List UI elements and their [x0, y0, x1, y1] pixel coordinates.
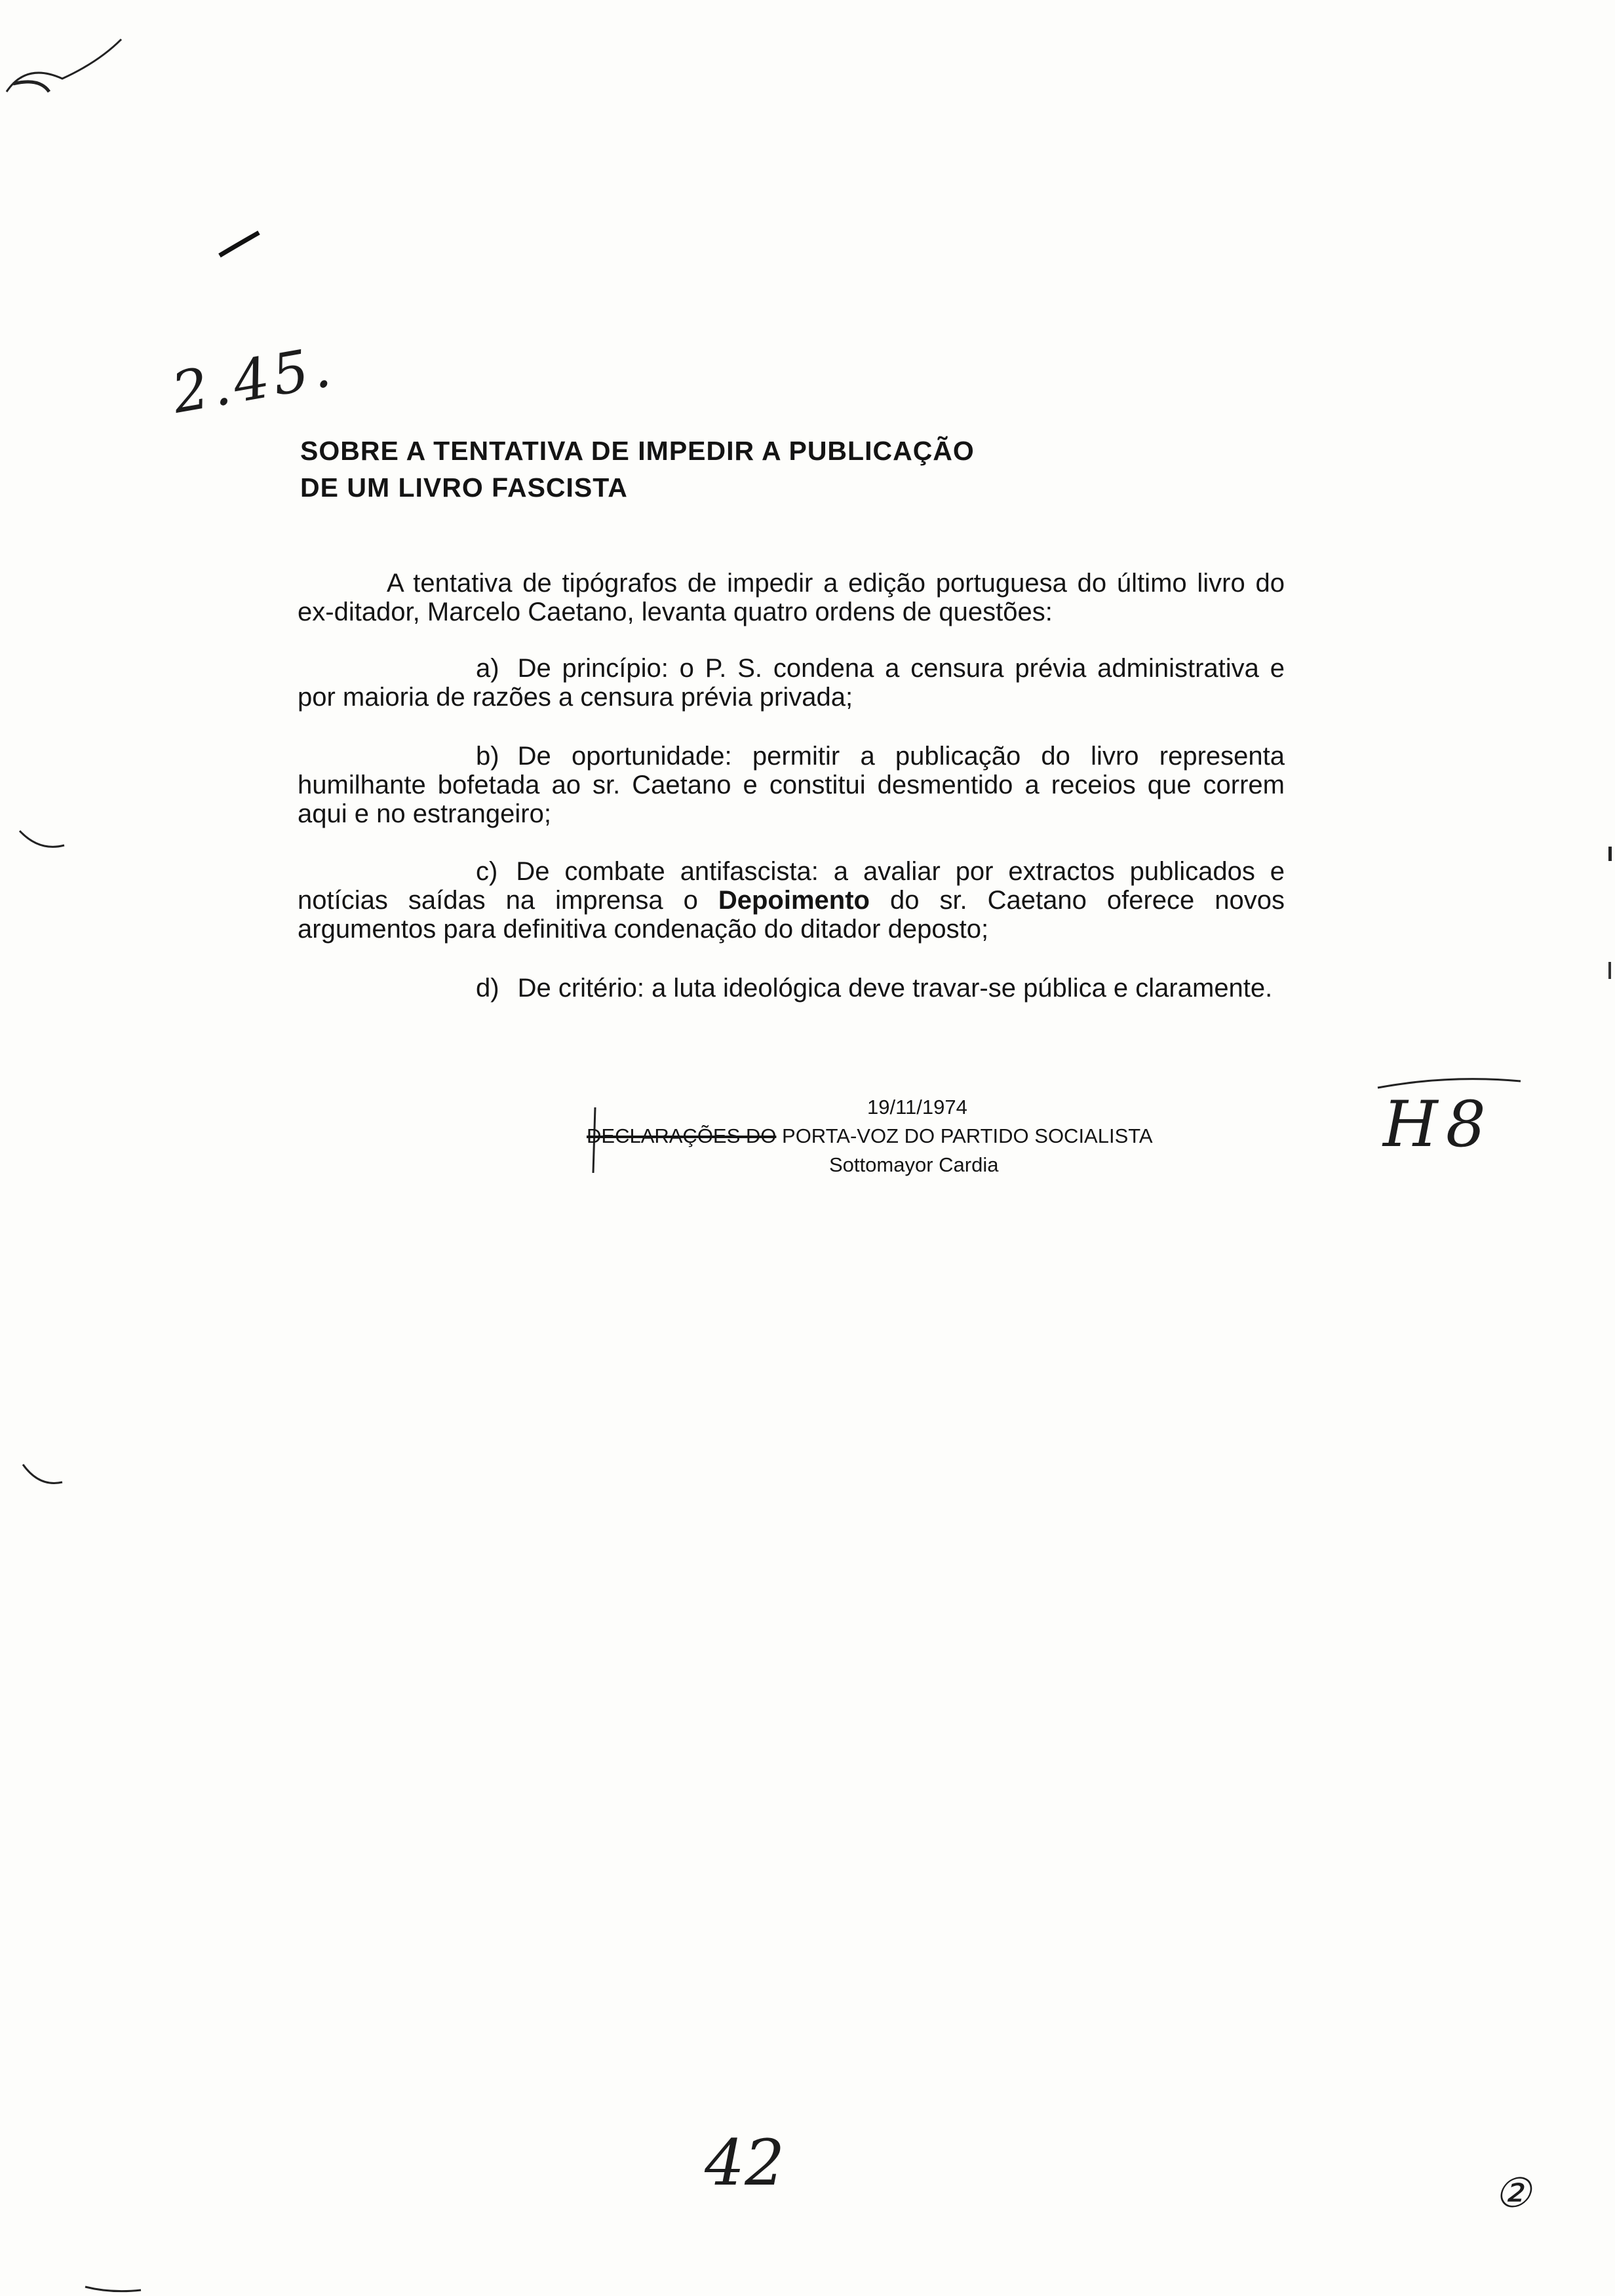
item-c-text-before: De combate antifascista: a avaliar por extractos publicados e notícias saídas na imprensa o [298, 857, 1285, 915]
signatory-name: Sottomayor Cardia [829, 1153, 999, 1176]
item-d-text: De critério: a luta ideológica deve travar-se pública e claramente. [517, 974, 1273, 1003]
struck-out-text: DECLARAÇÕES DO [587, 1124, 777, 1147]
item-a-letter: a) [476, 654, 499, 683]
handwritten-circled-number: ② [1494, 2169, 1531, 2217]
intro-paragraph: A tentativa de tipógrafos de impedir a edição portuguesa do último livro do ex-ditador, Marcelo Caetano, levanta quatro ordens de questões: [298, 569, 1285, 626]
handwritten-page-number: 42 [705, 2126, 785, 2200]
item-a-paragraph [298, 654, 1285, 712]
item-d-paragraph [298, 974, 1285, 1003]
title-line-2: DE UM LIVRO FASCISTA [300, 472, 628, 503]
attribution-text: PORTA-VOZ DO PARTIDO SOCIALISTA [776, 1124, 1153, 1147]
item-d-letter: d) [476, 974, 499, 1003]
item-c-text-after: do sr. Caetano oferece novos argumentos para definitiva condenação do ditador deposto; [298, 886, 1285, 944]
document-title [300, 432, 975, 506]
item-b-letter: b) [476, 742, 499, 771]
signature-attribution [587, 1122, 1153, 1151]
item-c-paragraph [298, 857, 1285, 944]
item-b-text: De oportunidade: permitir a publicação do livro representa humilhante bofetada ao sr. Caetano e constitui desmentido a receios que correm aqui e no estrangeiro; [298, 742, 1285, 828]
item-c-letter: c) [476, 857, 498, 886]
handwritten-box-code: H8 [1383, 1088, 1494, 1161]
handwritten-archive-number: 2.45. [167, 334, 340, 427]
item-a-text: De princípio: o P. S. condena a censura prévia administrativa e por maioria de razões a censura prévia privada; [298, 654, 1285, 712]
item-b-paragraph [298, 742, 1285, 828]
title-line-1: SOBRE A TENTATIVA DE IMPEDIR A PUBLICAÇÃO [300, 436, 975, 466]
signature-date: 19/11/1974 [867, 1096, 967, 1119]
item-c-bold-title: Depoimento [718, 886, 870, 915]
